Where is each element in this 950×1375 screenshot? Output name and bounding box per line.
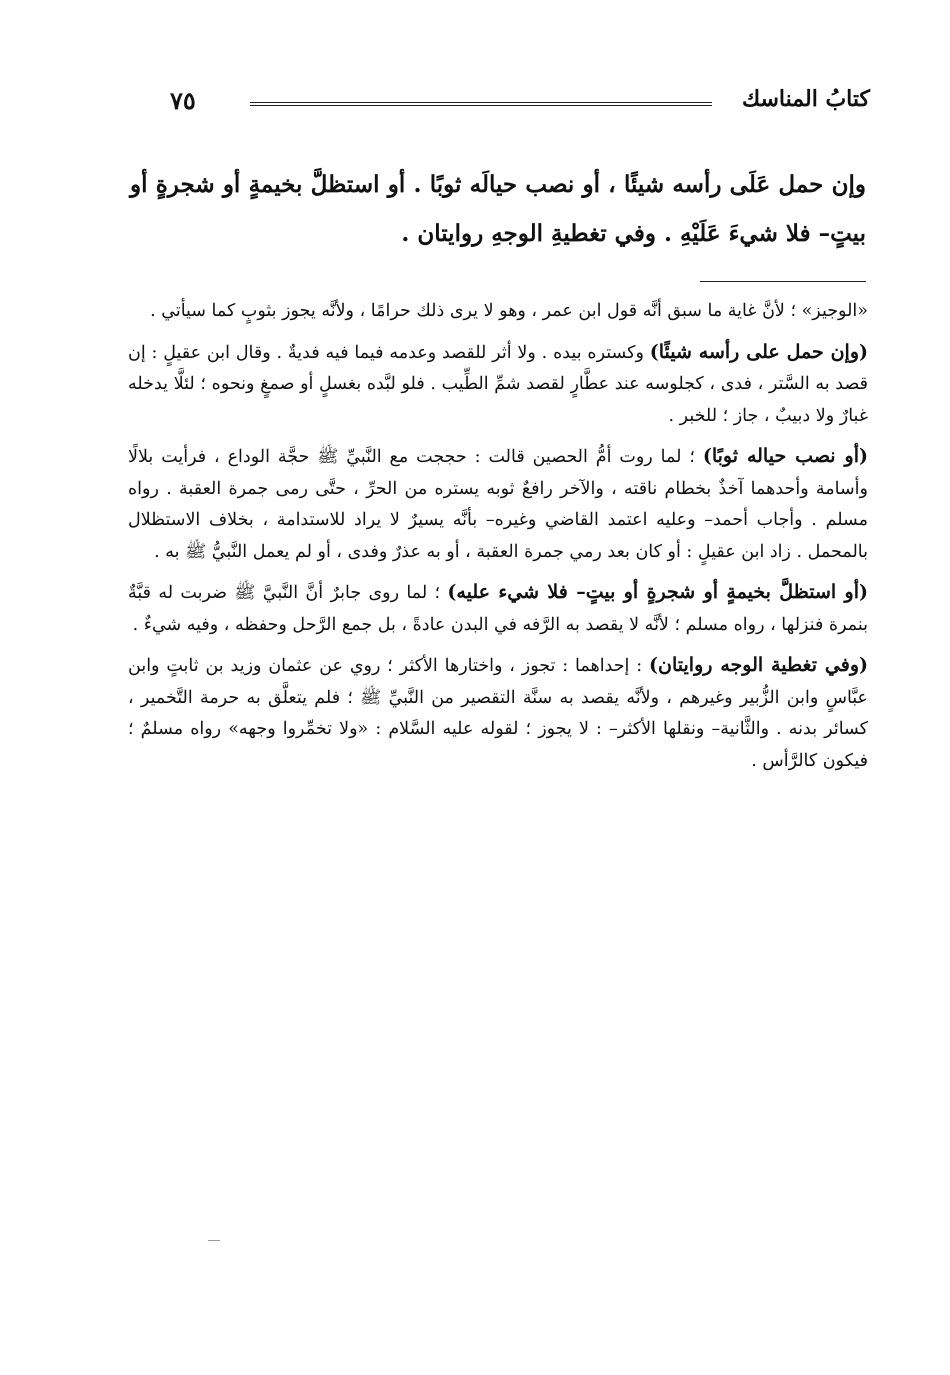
commentary-paragraph <box>128 650 868 777</box>
commentary-paragraph <box>128 296 868 328</box>
commentary-text: «الوجيز» ؛ لأنَّ غاية ما سبق أنَّه قول ابن عمر ، وهو لا يرى ذلك حرامًا ، ولأنَّه يجوز بثوبٍ كما سيأتي . <box>150 301 868 321</box>
matn-text: وإن حمل عَلَى رأسه شيئًا ، أو نصب حيالَه ثوبًا . أو استظلَّ بخيمةٍ أو شجرةٍ أو بيتٍ– فلا شيءَ عَلَيْهِ . وفي تغطيةِ الوجهِ روايتان . <box>130 171 866 247</box>
commentary-text: : إحداهما : تجوز ، واختارها الأكثر ؛ روي عن عثمان وزيد بن ثابتٍ وابن عبَّاسٍ وابن الزُّبير وغيرهم ، ولأنَّه يقصد به سنَّة التقصير من النَّبيِّ ﷺ ؛ فلم يتعلَّق به حرمة التَّخمير ، كسائر بدنه . والثَّانية– ونقلها الأكثر– : لا يجوز ؛ لقوله عليه السَّلام : «ولا تخمِّروا وجهه» رواه مسلمٌ ؛ فيكون كالرَّأس . <box>128 656 868 771</box>
commentary-paragraph <box>128 337 868 433</box>
commentary <box>128 296 868 786</box>
commentary-text: وكستره بيده . ولا أثر للقصد وعدمه فيما فيه فديةٌ . وقال ابن عقيلٍ : إن قصد به السَّتر ، فدى ، كجلوسه عند عطَّارٍ لقصد شمِّ الطِّيب . فلو لبَّده بغسلٍ أو صمغٍ ونحوه ؛ لئلَّا يدخله غبارٌ ولا دبيبٌ ، جاز ؛ للخبر . <box>128 342 868 426</box>
commentary-text: ؛ لما روى جابرٌ أنَّ النَّبيَّ ﷺ ضربت له قبَّةٌ بنمرة فنزلها ، رواه مسلم ؛ لأنَّه لا يقصد به الرَّفه في البدن عادةً ، بل جمع الرَّحل وحفظه ، وفيه شيءٌ . <box>128 583 868 635</box>
page-number: ٧٥ <box>170 86 196 115</box>
commentary-text: ؛ لما روت أمُّ الحصين قالت : حججت مع النَّبيِّ ﷺ حجَّة الوداع ، فرأيت بلالًا وأسامة وأحدهما آخذٌ بخطام ناقته ، والآخر رافعٌ ثوبه يستره من الحرِّ ، حتَّى رمى جمرة العقبة . رواه مسلم . وأجاب أحمد– وعليه اعتمد القاضي وغيره– بأنَّه يسيرٌ لا يراد للاستدامة ، بخلاف الاستظلال بالمحمل . زاد ابن عقيلٍ : أو كان بعد رمي جمرة العقبة ، أو به عذرٌ وفدى ، أو لم يعمل النَّبيُّ ﷺ به . <box>128 447 868 562</box>
lemma: (وإن حمل على رأسه شيئًا) <box>649 340 868 363</box>
running-head: كتابُ المناسك <box>741 86 870 112</box>
lemma: (وفي تغطية الوجه روايتان) <box>649 654 868 676</box>
lemma: (أو نصب حياله ثوبًا) <box>702 445 868 467</box>
lemma: (أو استظلَّ بخيمةٍ أو شجرةٍ أو بيتٍ– فلا شيء عليه) <box>447 581 868 603</box>
header-rule <box>250 102 712 106</box>
commentary-paragraph <box>128 441 868 568</box>
page-header <box>170 86 870 122</box>
commentary-paragraph <box>128 577 868 641</box>
scan-mark <box>208 1240 220 1241</box>
footnote-separator <box>700 281 866 282</box>
